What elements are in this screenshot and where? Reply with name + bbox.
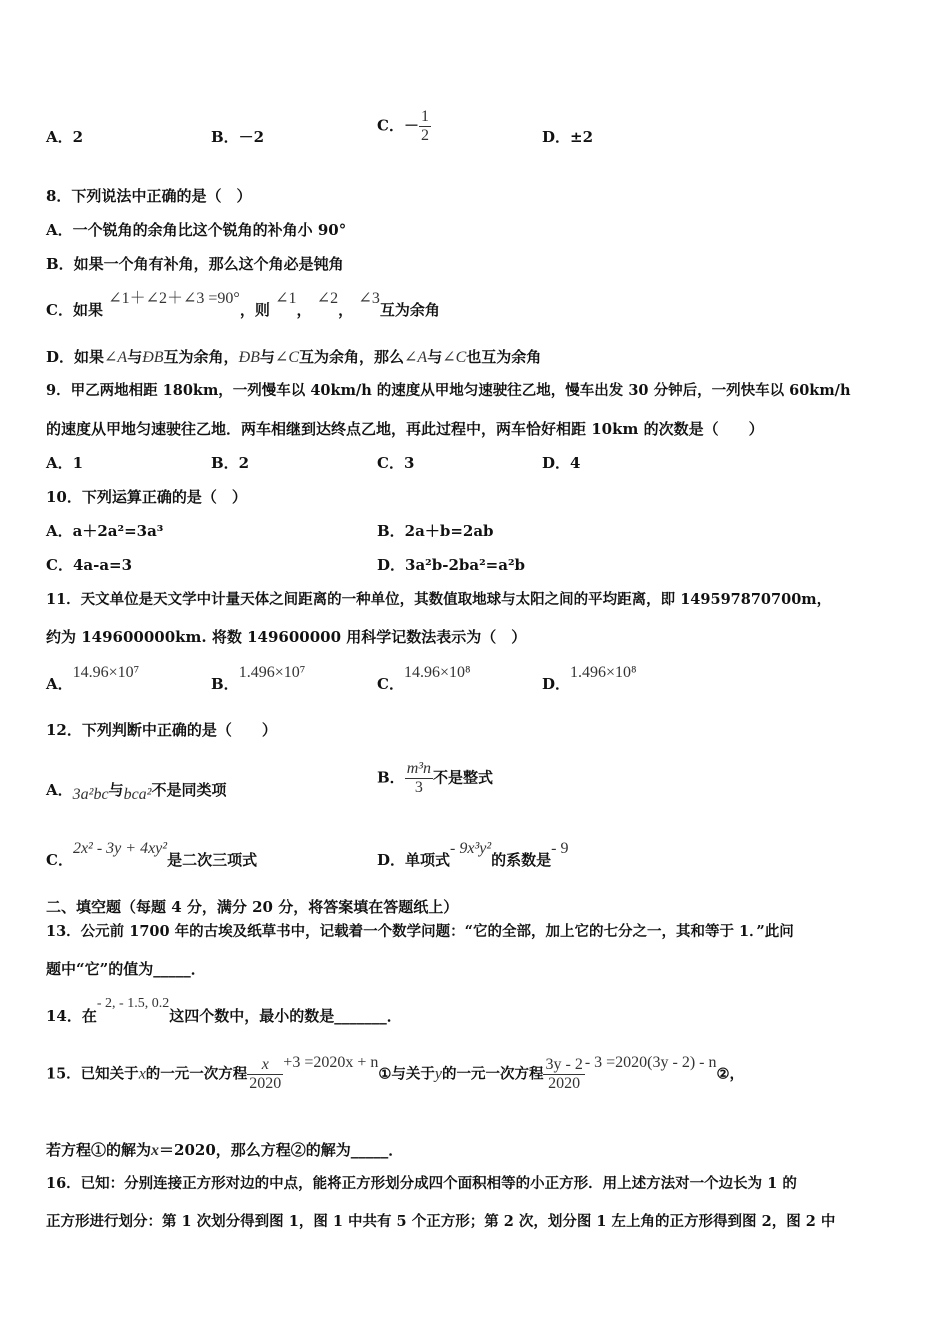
- angle-c: ∠C: [442, 349, 467, 366]
- q15-text: ＝2020，那么方程②的解为_____．: [159, 1141, 404, 1159]
- variable-y: y: [434, 1065, 442, 1083]
- fraction-numerator: x: [261, 1056, 269, 1073]
- fraction-denominator: 2020: [249, 1075, 282, 1092]
- variable-x: x: [151, 1142, 160, 1159]
- q13-line1: 13．公元前 1700 年的古埃及纸草书中，记载着一个数学问题：“它的全部，加上它的七分之一，其和等于 1．”此问: [46, 923, 794, 940]
- q15-fraction-2: [543, 1056, 584, 1093]
- angle-b: ÐB: [142, 349, 164, 366]
- fraction-numerator: 3y - 2: [545, 1056, 583, 1073]
- option-value: 14.96×10⁷: [72, 664, 140, 681]
- option-label: D．: [542, 675, 571, 693]
- q14-text2: 这四个数中，最小的数是_______．: [169, 1007, 402, 1025]
- q16-line1: 16．已知：分别连接正方形对边的中点，能将正方形划分成四个面积相等的小正方形．用上述方法对一个边长为 1 的: [46, 1175, 797, 1192]
- q8-d-text: 与: [127, 348, 143, 366]
- q7-option-c: [377, 108, 431, 145]
- option-text: 的系数是: [491, 851, 552, 869]
- equation-1-rest: +3 =2020x + n: [283, 1053, 379, 1071]
- q12-option-d: [377, 840, 569, 871]
- option-text: 不是整式: [433, 768, 494, 787]
- angle-2: ∠2: [316, 290, 339, 307]
- q9-option-b: B．2: [211, 454, 250, 472]
- angle-3: ∠3: [358, 290, 380, 307]
- q12-option-c: [46, 840, 258, 871]
- q15-text: 15．已知关于: [46, 1065, 139, 1083]
- q9-option-d: D．4: [542, 454, 581, 472]
- coefficient: - 9: [551, 840, 569, 857]
- variable-x: x: [138, 1065, 146, 1083]
- option-label: C．: [377, 675, 404, 693]
- q14-numbers: - 2, - 1.5, 0.2: [96, 996, 170, 1011]
- angle-a: ∠A: [404, 349, 428, 366]
- q8-c-text3: 互为余角: [379, 301, 440, 319]
- q14: [46, 996, 402, 1028]
- fraction-numerator: 1: [420, 108, 429, 125]
- q12-option-b: [377, 760, 493, 797]
- q7-option-c-label: C．－: [377, 116, 419, 135]
- fraction-denominator: 2: [420, 127, 429, 144]
- q8-c-equation: ∠1＋∠2＋∠3 =90°: [108, 290, 240, 307]
- q10-option-b: B．2a＋b=2ab: [377, 522, 494, 540]
- fraction-denominator: 3: [405, 778, 433, 797]
- fraction-numerator: m³n: [406, 760, 432, 777]
- angle-1: ∠1: [275, 290, 297, 307]
- q7-option-b: B．－2: [211, 128, 265, 146]
- q15-text: ①与关于: [378, 1065, 435, 1083]
- comma: ，: [338, 301, 354, 319]
- q12-stem: 12．下列判断中正确的是（ ）: [46, 721, 277, 739]
- q8-option-a: A．一个锐角的余角比这个锐角的补角小 90°: [46, 221, 347, 239]
- q16-line2: 正方形进行划分：第 1 次划分得到图 1，图 1 中共有 5 个正方形；第 2 次，划分图 1 左上角的正方形得到图 2，图 2 中: [46, 1213, 836, 1230]
- q15-text: ②，: [716, 1065, 744, 1083]
- q8-option-d: [46, 347, 541, 368]
- q11-stem-line2: 约为 149600000km. 将数 149600000 用科学记数法表示为（ ）: [46, 628, 527, 646]
- option-label: B．: [211, 675, 239, 693]
- q12-option-a: [46, 780, 226, 801]
- q8-d-text: 互为余角，: [163, 348, 239, 366]
- q11-option-a: [46, 664, 140, 695]
- q7-option-d: D．±2: [542, 128, 594, 146]
- equation-2-rest: - 3 =2020(3y - 2) - n: [584, 1053, 717, 1071]
- q8-d-text: 也互为余角: [466, 348, 542, 366]
- q15-text: 的一元一次方程: [145, 1065, 248, 1083]
- q8-d-text: D．如果: [46, 348, 105, 366]
- option-text: 与: [108, 781, 124, 799]
- q11-stem-line1: 11．天文单位是天文学中计量天体之间距离的一种单位，其数值取地球与太阳之间的平均距离，即 149597870700m，: [46, 591, 832, 608]
- q15-line1: [46, 1053, 744, 1093]
- q9-option-a: A．1: [46, 454, 84, 472]
- q8-d-text: 互为余角，那么: [298, 348, 404, 366]
- q8-c-text2: ，则: [239, 301, 270, 319]
- q11-option-b: [211, 664, 306, 695]
- angle-b: ÐB: [238, 349, 260, 366]
- q10-stem: 10．下列运算正确的是（ ）: [46, 488, 247, 506]
- q9-option-c: C．3: [377, 454, 415, 472]
- option-label: B．: [377, 768, 405, 787]
- option-label: A．: [46, 675, 73, 693]
- q13-line2: 题中“它”的值为_____．: [46, 960, 206, 978]
- q10-option-d: D．3a²b-2ba²=a²b: [377, 556, 526, 574]
- q9-stem-line1: 9．甲乙两地相距 180km，一列慢车以 40km/h 的速度从甲地匀速驶往乙地，慢车出发 30 分钟后，一列快车以 60km/h: [46, 382, 851, 399]
- fraction-denominator: 2020: [543, 1074, 584, 1093]
- q14-text: 14．在: [46, 1007, 97, 1025]
- q12-b-fraction: [405, 760, 433, 797]
- monomial: - 9x³y²: [450, 840, 492, 857]
- comma: ，: [296, 301, 312, 319]
- option-label: D．单项式: [377, 851, 451, 869]
- q15-line2: [46, 1140, 403, 1161]
- q15-text: 若方程①的解为: [46, 1141, 152, 1159]
- option-value: 1.496×10⁸: [570, 664, 637, 681]
- q11-option-c: [377, 664, 471, 695]
- q8-option-c: [46, 290, 440, 321]
- angle-c: ∠C: [274, 349, 299, 366]
- q7-option-a: A．2: [46, 128, 84, 146]
- q11-option-d: [542, 664, 637, 695]
- q8-option-b: B．如果一个角有补角，那么这个角必是钝角: [46, 255, 344, 273]
- q8-d-text: 与: [427, 348, 443, 366]
- term: 3a²bc: [72, 786, 109, 803]
- option-label: C．: [46, 851, 73, 869]
- q10-option-c: C．4a-a=3: [46, 556, 133, 574]
- option-value: 1.496×10⁷: [238, 664, 306, 681]
- q7-option-c-fraction: [419, 108, 431, 145]
- option-value: 14.96×10⁸: [403, 664, 471, 681]
- polynomial: 2x² - 3y + 4xy²: [72, 840, 168, 857]
- angle-a: ∠A: [104, 349, 128, 366]
- option-text: 是二次三项式: [167, 851, 258, 869]
- q8-c-text: C．如果: [46, 301, 103, 319]
- option-text: 不是同类项: [151, 781, 227, 799]
- section-title: 二、填空题（每题 4 分，满分 20 分，将答案填在答题纸上）: [46, 898, 459, 916]
- q15-fraction-1: [247, 1056, 283, 1093]
- q10-option-a: A．a＋2a²=3a³: [46, 522, 164, 540]
- q15-text: 的一元一次方程: [441, 1065, 544, 1083]
- option-label: A．: [46, 781, 73, 799]
- q9-stem-line2: 的速度从甲地匀速驶往乙地．两车相继到达终点乙地，再此过程中，两车恰好相距 10km 的次数是（ ）: [46, 420, 764, 438]
- q8-stem: 8．下列说法中正确的是（ ）: [46, 187, 252, 205]
- q8-d-text: 与: [259, 348, 275, 366]
- term: bca²: [123, 786, 152, 803]
